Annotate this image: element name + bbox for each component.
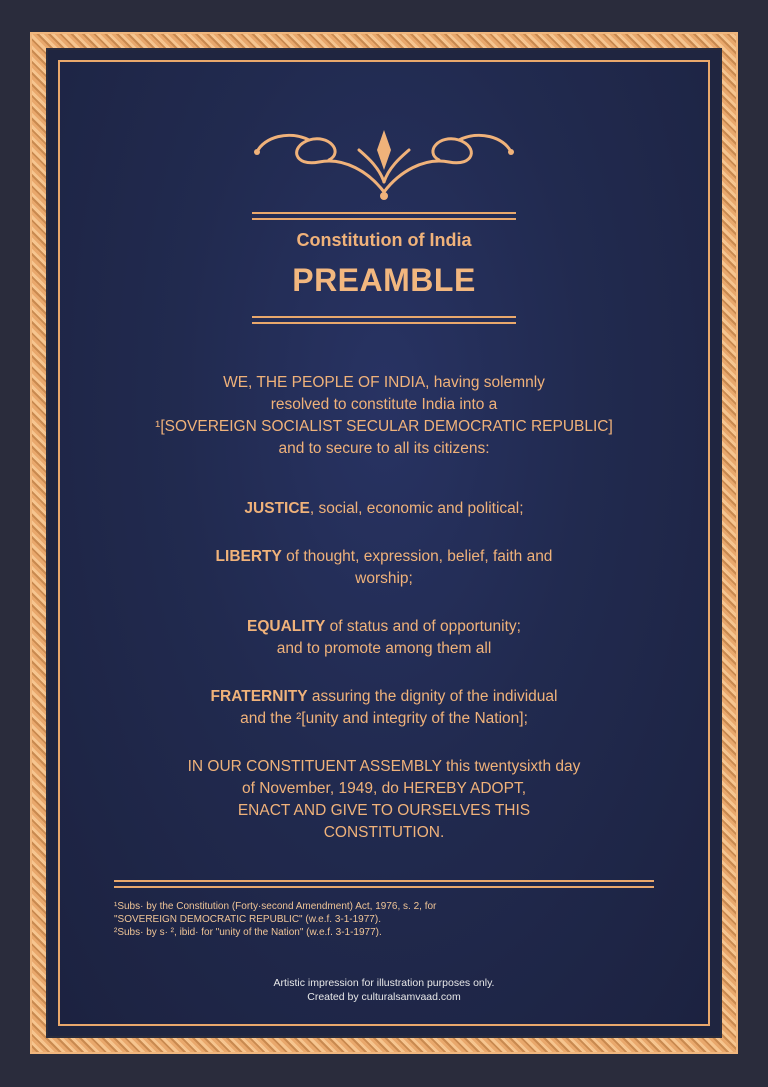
closing-paragraph bbox=[100, 756, 668, 844]
footnote-line: ¹Subs· by the Constitution (Forty·second Amendment) Act, 1976, s. 2, for bbox=[114, 901, 437, 912]
document-subtitle: Constitution of India bbox=[296, 230, 472, 250]
closing-line: CONSTITUTION. bbox=[323, 824, 445, 841]
justice-keyword: JUSTICE bbox=[244, 500, 310, 517]
inner-border bbox=[58, 60, 710, 1026]
intro-paragraph bbox=[100, 372, 668, 460]
credit-line: Created by culturalsamvaad.com bbox=[307, 991, 461, 1003]
closing-line: IN OUR CONSTITUENT ASSEMBLY this twentysixth day bbox=[187, 758, 581, 775]
intro-line: and to secure to all its citizens: bbox=[278, 440, 490, 457]
intro-line: resolved to constitute India into a bbox=[270, 396, 498, 413]
frame-panel bbox=[48, 50, 720, 1036]
footnote-line: "SOVEREIGN DEMOCRATIC REPUBLIC" (w.e.f. 3-1-1977). bbox=[114, 914, 381, 925]
flourish-ornament-icon bbox=[249, 122, 519, 202]
justice-text: , social, economic and political; bbox=[309, 500, 524, 517]
fraternity-text-continued: and the ²[unity and integrity of the Nation]; bbox=[240, 710, 528, 727]
poster-content bbox=[60, 62, 708, 1024]
credit-note bbox=[60, 976, 708, 1004]
equality-text-continued: and to promote among them all bbox=[276, 640, 492, 657]
liberty-text: of thought, expression, belief, faith and bbox=[281, 548, 553, 565]
document-title: PREAMBLE bbox=[292, 262, 476, 298]
footnote-rule bbox=[114, 880, 654, 888]
closing-line: of November, 1949, do HEREBY ADOPT, bbox=[241, 780, 527, 797]
intro-line: WE, THE PEOPLE OF INDIA, having solemnly bbox=[223, 374, 545, 391]
equality-text: of status and of opportunity; bbox=[325, 618, 521, 635]
credit-line: Artistic impression for illustration purposes only. bbox=[273, 977, 495, 989]
justice-paragraph bbox=[100, 498, 668, 520]
equality-paragraph bbox=[100, 616, 668, 660]
liberty-paragraph bbox=[100, 546, 668, 590]
equality-keyword: EQUALITY bbox=[247, 618, 326, 635]
fraternity-keyword: FRATERNITY bbox=[210, 688, 308, 705]
footnotes bbox=[114, 900, 674, 939]
ornate-frame bbox=[30, 32, 738, 1054]
intro-line: ¹[SOVEREIGN SOCIALIST SECULAR DEMOCRATIC REPUBLIC] bbox=[155, 418, 613, 435]
fraternity-text: assuring the dignity of the individual bbox=[307, 688, 558, 705]
liberty-keyword: LIBERTY bbox=[215, 548, 282, 565]
footnote-line: ²Subs· by s· ², ibid· for "unity of the Nation" (w.e.f. 3-1-1977). bbox=[114, 927, 382, 938]
title-top-rule bbox=[252, 212, 516, 220]
title-bottom-rule bbox=[252, 316, 516, 324]
liberty-text-continued: worship; bbox=[355, 570, 413, 587]
closing-line: ENACT AND GIVE TO OURSELVES THIS bbox=[237, 802, 531, 819]
fraternity-paragraph bbox=[100, 686, 668, 730]
